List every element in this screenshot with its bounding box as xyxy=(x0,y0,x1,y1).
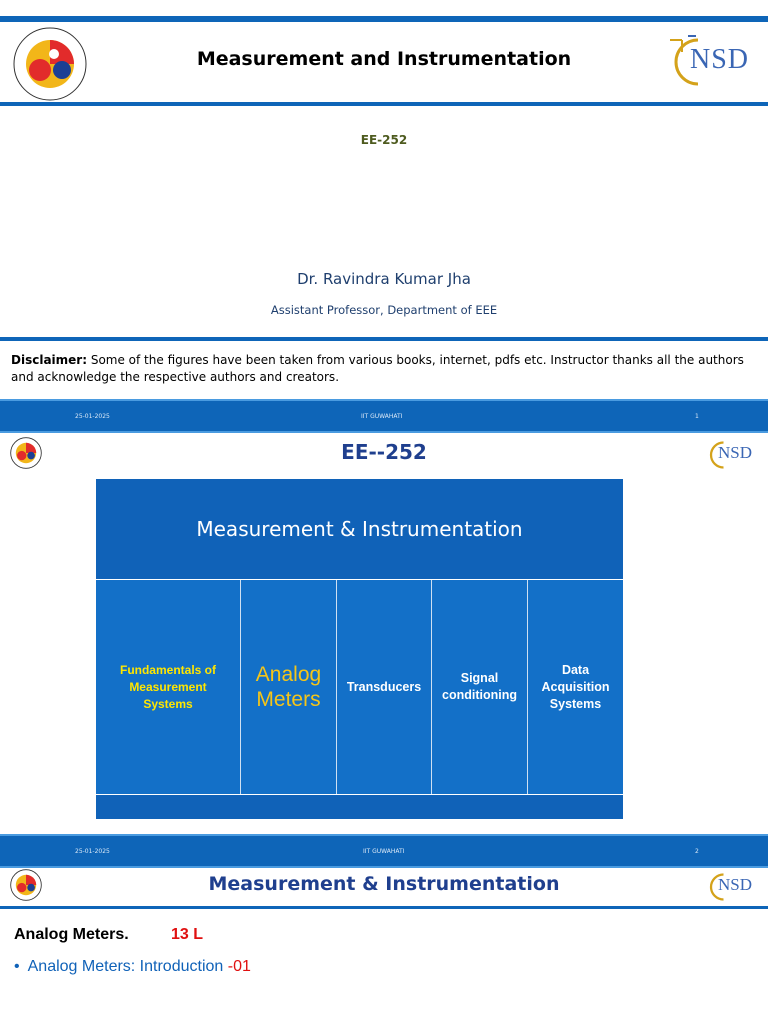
instructor-position: Assistant Professor, Department of EEE xyxy=(270,303,498,317)
cnsd-text: NSD xyxy=(718,875,753,894)
cnsd-logo xyxy=(706,438,758,472)
lecture-count: 13 L xyxy=(171,926,204,943)
cell-analog-meters xyxy=(241,580,337,794)
cell-label: Signal conditioning xyxy=(442,671,517,702)
slide-3-title: Measurement & Instrumentation xyxy=(208,873,560,895)
top-bar xyxy=(0,16,768,22)
cell-data-acquisition xyxy=(528,580,623,794)
diagram-title-box xyxy=(96,479,623,579)
section-heading: Analog Meters. xyxy=(14,926,129,943)
instructor-name: Dr. Ravindra Kumar Jha xyxy=(297,270,471,288)
bullet-icon: • xyxy=(14,958,20,975)
disclaimer-bar xyxy=(0,337,768,341)
bullet-item xyxy=(14,958,251,976)
footer-date: 25-01-2025 xyxy=(75,413,110,420)
footer-page: 2 xyxy=(695,848,699,855)
footer-date: 25-01-2025 xyxy=(75,848,110,855)
cell-label: Fundamentals of Measurement Systems xyxy=(119,662,216,711)
header-bottom-bar xyxy=(0,906,768,909)
footer-institute: IIT GUWAHATI xyxy=(361,413,403,420)
cnsd-logo xyxy=(706,870,758,904)
cnsd-logo xyxy=(668,32,758,92)
slide-2-footer xyxy=(0,834,768,868)
disclaimer-text: Some of the figures have been taken from various books, internet, pdfs etc. Instructor thanks all the authors and acknowledge the respective authors and creators. xyxy=(11,353,744,384)
cell-transducers xyxy=(337,580,432,794)
iit-logo-icon xyxy=(8,24,92,104)
disclaimer-label: Disclaimer: xyxy=(11,353,88,367)
slide-1-footer xyxy=(0,399,768,433)
cell-label: Analog Meters xyxy=(255,663,322,711)
cell-fundamentals xyxy=(96,580,241,794)
diagram-title: Measurement & Instrumentation xyxy=(196,517,523,541)
header-bottom-bar xyxy=(0,102,768,106)
cnsd-text: NSD xyxy=(718,443,753,462)
slide-2-title: EE--252 xyxy=(341,440,427,464)
footer-page: 1 xyxy=(695,413,699,420)
cell-label: Transducers xyxy=(346,680,422,694)
cell-signal-conditioning xyxy=(432,580,528,794)
cnsd-text: NSD xyxy=(690,44,750,75)
diagram-base xyxy=(96,795,623,819)
course-code: EE-252 xyxy=(360,133,408,147)
slide-1-title: Measurement and Instrumentation xyxy=(196,48,572,70)
bullet-number: -01 xyxy=(227,958,251,975)
cell-label: Data Acquisition Systems xyxy=(541,662,610,711)
footer-institute: IIT GUWAHATI xyxy=(363,848,405,855)
disclaimer xyxy=(11,352,756,386)
bullet-text[interactable]: Analog Meters: Introduction xyxy=(27,958,228,975)
